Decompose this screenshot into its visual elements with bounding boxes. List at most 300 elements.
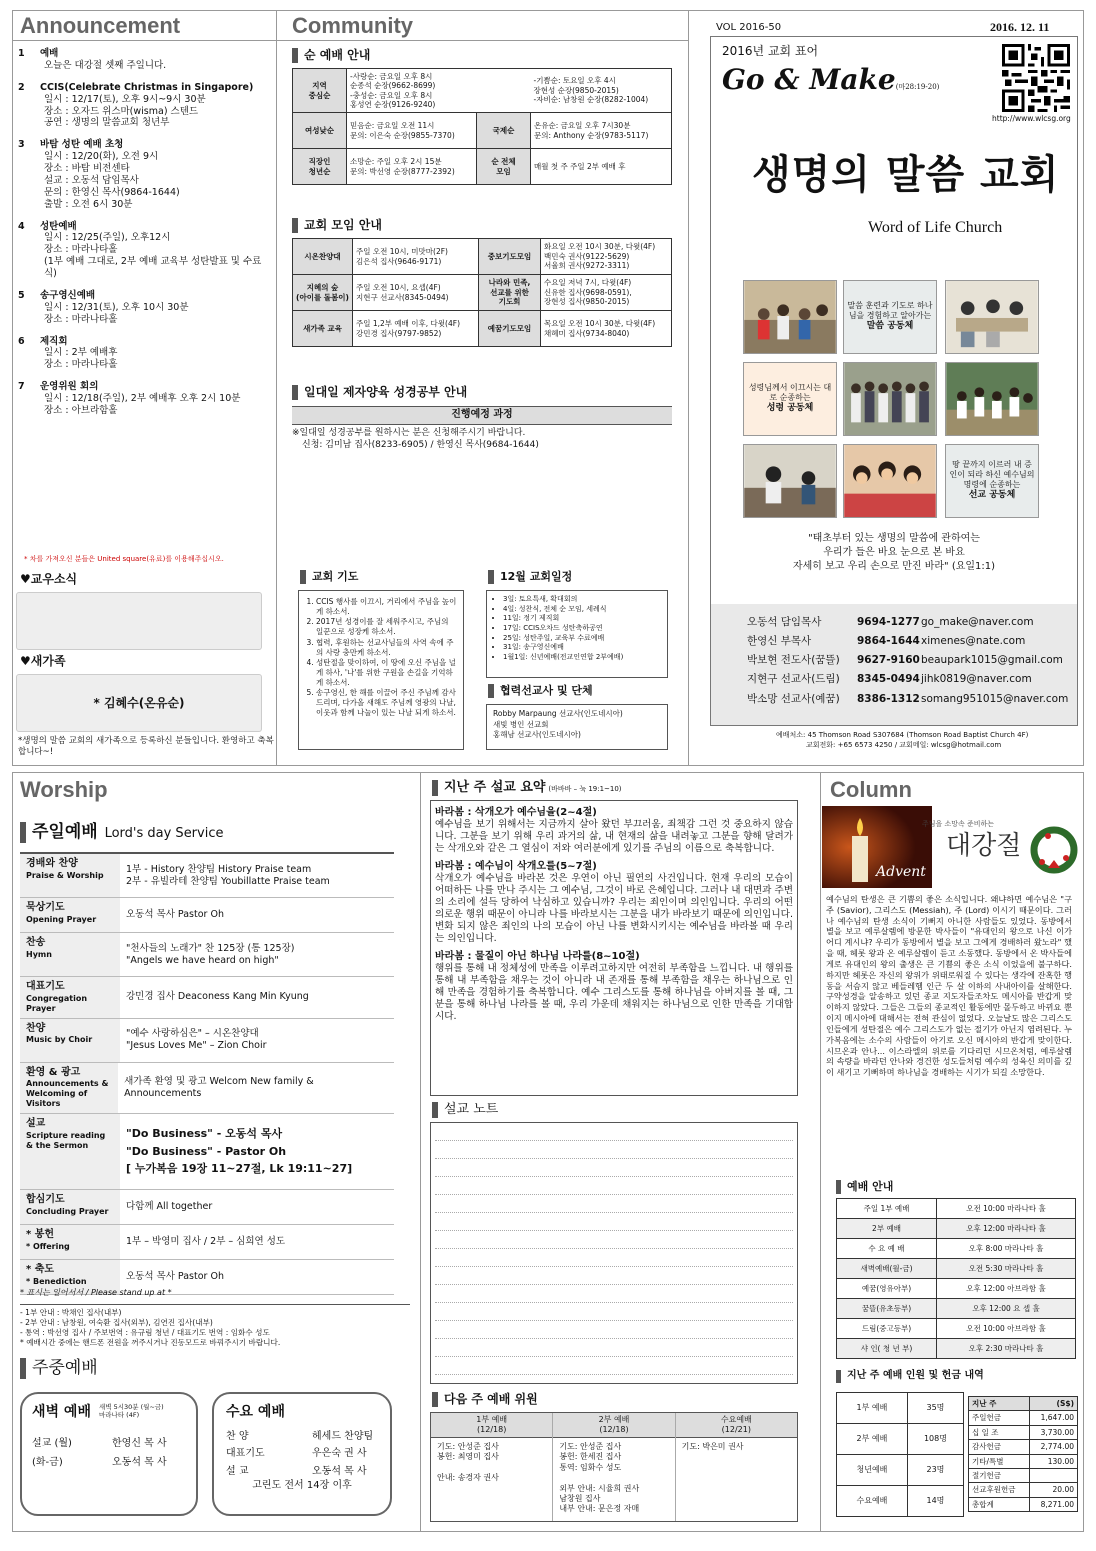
cap2-title: 성령 공동체 [766,403,814,414]
announce-line: 일시 : 12/25(주일), 오후12시 [44,232,171,244]
att-row [837,1393,964,1424]
worship-label [20,1225,120,1259]
announce-body [40,139,270,210]
next-box [430,1412,798,1522]
worship-row [20,1225,394,1260]
note-line [435,1213,793,1231]
worship-label-en: Congregation Prayer [26,993,88,1013]
offer-type: 주일헌금 [969,1411,1030,1425]
offer-head-row [969,1397,1078,1411]
soon-label2: 순 전체 모임 [477,149,531,185]
note-line [435,1123,793,1141]
offer-type: 기타/특별 [969,1454,1030,1468]
announce-item [18,82,270,130]
offer-row [969,1468,1078,1482]
worship-label-kr: 경배와 찬양 [26,858,78,869]
newfam-box [16,674,262,732]
svc-name: 2부 예배 [837,1219,937,1239]
dawn-person: 한영신 목 사 [112,1437,167,1449]
mission-title: 협력선교사 및 단체 [488,684,593,698]
mission-item: 홍해남 선교사(인도네시아) [493,730,581,739]
svc-row [837,1279,1076,1299]
contact-email[interactable]: go_make@naver.com [921,616,1034,628]
att-row [837,1424,964,1455]
att-count: 108명 [907,1424,963,1455]
meet-info: 주일 오전 10시, 미맛마(2F) 김은석 집사(9646-9171) [353,239,479,275]
heart-icon: ♥ [20,654,31,668]
svc-time: 오후 2:30 마라나타 홀 [937,1339,1076,1359]
wed-row [226,1428,378,1446]
sunday-title-en: Lord's day Service [104,826,224,841]
announce-item [18,381,270,417]
banner-sub: 주님을 소망속 준비하는 [922,820,995,828]
contact-phone: 9694-1277 [857,616,920,628]
column-title: Column [830,777,912,802]
svc-row [837,1199,1076,1219]
note-line [435,1231,793,1249]
cover-verse [716,532,1072,574]
weekday-heading: 주중예배 [20,1358,98,1379]
next-heading: 다음 주 예배 위원 [432,1392,538,1407]
meet-label2: 예꿈기도모임 [479,311,541,347]
schedule-item: • 4일: 성찬식, 전체 순 모임, 세례식 [503,605,661,615]
announce-number: 7 [18,381,25,393]
soon-row [293,69,672,113]
announce-body [40,221,270,280]
svc-name: 드림(중고등부) [837,1319,937,1339]
offer-row [969,1454,1078,1468]
meet-row [293,275,672,311]
announce-line: 장소 : 바탐 비전센타 [44,163,130,174]
worship-label [20,1019,120,1062]
worship-label-en: Opening Prayer [26,914,97,924]
cap3-text: 땅 끝까지 이르러 내 증인이 되라 하신 예수님의 명령에 순종하는 [949,460,1035,490]
offer-amount: 2,774.00 [1029,1440,1077,1454]
contact-phone: 9627-9160 [857,654,920,667]
offer-table [968,1396,1078,1512]
sermon-point-text: 삭개오가 예수님을 바라본 것은 우연이 아닌 필연의 사건입니다. 현재 우리의 모습이 어떠하든 나를 만나 주시는 그 예수님, 그것이 바로 은혜입니다. 그러나 내 대면과 주변의 소리에 설득 당하여 낙심하고 있습니까? 우리는 죄인이며 의인입니다. 우리의 어떤 의로운 행위 때문이 아니라 나를 바라보시는 그분을 내가 바라보기 때문에 의인입니다. 변화 되지 않은 죄인의 나의 모습이 아닌 나를 변화시키시는 예수님을 바라볼 때 우리는 의인입니다. [435,873,793,944]
contact-email[interactable]: ximenes@nate.com [921,635,1026,648]
worship-value: 오동석 목사 Pastor Oh [126,1271,224,1283]
soon-label2: 국제순 [477,113,531,149]
wed-title: 수요 예배 [226,1404,285,1420]
worship-row [20,1019,394,1063]
worship-row [20,898,394,933]
newfam-title: 새가족 [30,654,66,668]
sermon-point-title: 바라봄 : 예수님이 삭개오를(5~7절) [435,861,597,873]
verse-line2: 우리가 들은 바요 눈으로 본 바요 [823,547,965,558]
dawn-rows [32,1434,186,1472]
announce-body [40,290,270,326]
photo-group [843,362,937,436]
schedule-item: • 17일: CCIS오차드 성탄축하공연 [503,624,661,634]
announce-line: 일시 : 12/20(화), 오전 9시 [44,151,159,163]
announce-body [40,82,270,130]
schedule-item: • 11일: 정기 제직회 [503,614,661,624]
worship-label-kr: * 봉헌 [26,1229,55,1240]
svc-row [837,1319,1076,1339]
note-line [435,1339,793,1357]
announce-number: 5 [18,289,25,301]
guide-line: - 1부 안내 : 박채인 집사(내부) [20,1308,122,1317]
meet-label: 지혜의 숲 (아이를 돌봄이) [293,275,353,311]
committee-header: 2부 예배 (12/18) [553,1413,674,1438]
meet-info2: 목요일 오전 10시 30분, 다윗(4F) 채혜미 집사(9734-8040) [541,311,672,347]
address: 예배처소: 45 Thomson Road S307684 (Thomson Road Baptist Church 4F) [776,731,1029,739]
offer-head-label: 지난 주 [969,1397,1030,1411]
meet-info2: 수요일 저녁 7시, 다윗(4F) 신유한 집사(9698-0591), 장현성 집사(9850-2015) [541,275,672,311]
committee-column [676,1413,797,1521]
announce-line: 장소 : 마라나타홀 [44,359,118,371]
contact-name: 한영신 부목사 [747,635,812,648]
worship-label-kr: 찬송 [26,937,46,948]
photo-children [945,362,1039,436]
wed-box [212,1392,392,1516]
offer-amount: 130.00 [1029,1454,1077,1468]
note-line [435,1285,793,1303]
worship-label-kr: 설교 [26,1118,46,1129]
soon-right: -기쁨순: 토요일 오후 4시 장현성 순장(9850-2015) -자비순: 남창원 순장(8282-1004) [531,69,672,113]
offer-amount: 8,271.00 [1029,1497,1077,1511]
worship-title: Worship [20,777,108,802]
offer-type: 감사헌금 [969,1440,1030,1454]
worship-label-kr: 찬양 [26,1022,46,1034]
announce-line: 장소 : 마라나타홀 [44,244,118,256]
worship-value: "천사들의 노래가" 찬 125장 (통 125장) "Angels we have heard on high" [126,942,295,966]
contact-row [747,693,1077,706]
offer-row [969,1411,1078,1425]
svc-row [837,1259,1076,1279]
meet-label: 시온찬양대 [293,239,353,275]
sermon-point-text: 행위를 통해 내 정체성에 만족을 이루려고하지만 여전히 부족함을 느낍니다. 내 행위를 통해 내 부족함을 채우는 것이 아니라 내 존재를 통해 부족함을 채우는 하나님으로 인해 만족을 경험하기를 축복합니다. 예수 그리스도를 통해 하나님을 아버지를 볼 때, 그 분을 통해 하나님 나라를 볼 때, 우리 가운데 채워지는 하나님으로 인한 만족을 기대합시다. [435,963,793,1022]
announce-heading: 송구영신예배 [40,289,96,301]
worship-label-en: Announcements & Welcoming of Visitors [26,1079,109,1108]
dec-list [493,595,661,663]
worship-label-en: Praise & Worship [26,870,104,880]
sermon-heading [432,780,622,796]
contact-row [747,635,1077,648]
cap1-title: 말씀 공동체 [866,321,914,332]
announce-item [18,336,270,372]
verse-line3: 자세히 보고 우리 손으로 만진 바라" (요일1:1) [792,561,996,572]
wed-row [226,1463,378,1481]
announce-line: 설교 : 오동석 담임목사 [44,174,139,186]
cap1-text: 말씀 훈련과 기도로 하나님을 경험하고 알아가는 [847,301,933,321]
motto-label: 2016년 교회 표어 [722,44,819,58]
worship-label-en: * Offering [26,1241,70,1251]
dawn-row [32,1453,186,1472]
worship-label [20,1190,120,1224]
soon-row [293,149,672,185]
announce-line: 장소 : 아브라함홀 [44,404,118,416]
motto-ref: (마28:19-20) [895,83,940,91]
worship-label-kr: 합심기도 [26,1194,65,1205]
dec-title: 12월 교회일정 [488,570,572,584]
note-line [435,1249,793,1267]
att-service: 1부 예배 [837,1393,908,1424]
worship-label-en: Concluding Prayer [26,1206,109,1216]
schedule-item: • 1월1일: 신년예배(전교인연합 2부예배) [503,653,661,663]
note-line [435,1177,793,1195]
contacts-box [711,604,1077,725]
community-title: Community [292,13,413,38]
worship-label-kr: * 축도 [26,1264,55,1275]
worship-label [20,933,120,976]
att-service: 수요예배 [837,1486,908,1517]
dawn-time: 새벽 5시30분 (월~금) 마라나타 (4F) [98,1403,164,1419]
guide-line: - 통역 : 박선영 집사 / 주보번역 : 유규림 청년 / 대표기도 번역 : 임화수 성도 [20,1327,270,1337]
wed-role: 설 교 [226,1465,249,1477]
announce-line: 문의 : 한영신 목사(9864-1644) [44,186,180,198]
announce-line: 오늘은 대강절 셋째 주일니다. [44,59,167,71]
svc-row [837,1299,1076,1319]
verse-line1: "태초부터 있는 생명의 말씀에 관하여는 [808,533,980,544]
svc-name: 새벽예배(월-금) [837,1259,937,1279]
announce-item [18,48,270,72]
contact-phone: 8345-0494 [857,673,920,686]
website-url[interactable]: http://www.wlcsg.org [992,114,1071,123]
study-sub: 진행예정 과정 [292,406,672,425]
worship-label-kr: 환영 & 광고 [26,1066,81,1078]
worship-row [20,933,394,977]
mission-box [486,704,668,750]
soon-label: 지역 중심순 [293,69,347,113]
meet-label: 새가족 교육 [293,311,353,347]
offer-head-unit: (S$) [1029,1397,1077,1411]
photo-classroom [743,444,837,518]
svc-time: 오전 10:00 아브라함 홀 [937,1319,1076,1339]
svc-row [837,1339,1076,1359]
dawn-role: (화-금) [32,1456,63,1468]
contact-row [747,673,1077,686]
worship-label [20,1114,120,1189]
announce-line: 일시 : 2부 예배후 [44,347,118,359]
wed-text: 고린도 전서 14장 이후 [252,1480,352,1491]
att-service: 2부 예배 [837,1424,908,1455]
svc-row [837,1219,1076,1239]
worship-label [20,854,120,897]
soon-right: 온유순: 금요일 오후 7시30분 문의: Anthony 순장(9783-5117) [531,113,672,149]
mission-item: Robby Marpaung 선교사(인도네시아) [493,709,623,718]
guide-lines [20,1304,410,1347]
worship-label [20,898,120,932]
soon-left: 믿음순: 금요일 오전 11시 문의: 이은숙 순장(9855-7370) [347,113,477,149]
notes-box[interactable] [430,1122,798,1384]
sermon-box [430,800,798,1096]
worship-label-en: * Benediction [26,1276,87,1286]
offer-type: 선교후원헌금 [969,1483,1030,1497]
announce-number: 2 [18,81,25,93]
soon-title: 순 예배 안내 [292,48,370,63]
sermon-point-title: 바라봄 : 물질이 아닌 하나님 나라를(8~10절) [435,950,640,962]
qr-code-icon [1002,44,1070,112]
announce-heading: 제직회 [40,335,68,347]
banner-en: Advent [876,864,926,880]
announce-number: 6 [18,335,25,347]
svc-time: 오후 12:00 마라나타 홀 [937,1219,1076,1239]
offer-amount [1029,1468,1077,1482]
offer-type: 십 일 조 [969,1425,1030,1439]
meet-info2: 화요일 오전 10시 30분, 다윗(4F) 백민숙 권사(9122-5629) 서율희 권사(9272-3311) [541,239,672,275]
announce-line: 일시 : 12/17(토), 오후 9시~9시 30분 [44,93,206,105]
meet-title: 교회 모임 안내 [292,218,382,233]
study-note: ※일대일 성경공부를 원하시는 분은 신청해주시기 바랍니다. [292,428,526,438]
worship-label-kr: 대표기도 [26,981,65,992]
sermon-point-text: 예수님을 보기 위해서는 지금까지 살아 왔던 부끄러움, 죄책감 그런 것 중요하지 않습니다. 그분을 보기 위해 우리 과거의 삶, 내 현재의 삶을 내려놓고 그분을 향해 달려가는 삭개오와 같은 그 열심이 저와 여러분에게 있기를 주님의 이름으로 축복합니다. [435,819,793,855]
note-line [435,1357,793,1375]
announce-heading: 예배 [40,48,59,59]
offer-row [969,1497,1078,1511]
wed-rows [226,1428,378,1481]
announce-number: 3 [18,139,25,151]
guide-line: - 2부 안내 : 남창원, 여숙환 집사(외부), 김연진 집사(내부) [20,1317,213,1327]
photo-gathering [743,280,837,354]
committee-header: 수요예배 (12/21) [676,1413,797,1438]
offer-row [969,1483,1078,1497]
att-count: 23명 [907,1455,963,1486]
contact-name: 박소망 선교사(예꿈) [747,692,840,705]
announce-item [18,221,270,280]
note-line [435,1267,793,1285]
svc-row [837,1239,1076,1259]
dec-box [486,590,668,678]
news-heading [20,572,77,587]
vol-label: VOL 2016-50 [716,22,782,33]
sunday-heading [20,822,223,843]
contact-name: 오동석 담임목사 [747,616,822,628]
contact-name: 지현구 선교사(드림) [747,673,840,686]
advent-banner [822,806,1080,888]
svc-name: 주일 1부 예배 [837,1199,937,1219]
worship-value: 1부 - History 찬양팀 History Praise team 2부 - 유빌라테 찬양팀 Youbillatte Praise team [126,863,330,887]
announce-heading: CCIS(Celebrate Christmas in Singapore) [40,81,254,93]
wed-person: 우은숙 권 사 [312,1448,367,1459]
worship-row [20,977,394,1019]
announce-body [40,336,270,372]
worship-value: 새가족 환영 및 광고 Welcom New family & Announcements [124,1075,314,1099]
prayer-item: 1. CCIS 행사를 이끄시, 거리에서 주님을 높이게 하소서. [316,597,458,617]
dawn-title: 새벽 예배 [32,1404,91,1420]
contact-name: 박보현 전도사(꿈뜰) [747,654,840,667]
soon-label: 직장인 청년순 [293,149,347,185]
soon-row [293,113,672,149]
motto-text: Go & Make [722,63,896,96]
offer-amount: 1,647.00 [1029,1411,1077,1425]
committee-body: 기도: 안성준 집사 봉헌: 최영미 집사 안내: 송경자 권사 [437,1442,499,1483]
photo-kids [843,444,937,518]
study-contact: 신청: 김미남 집사(8233-6905) / 한영신 목사(9684-1644) [302,440,539,450]
contact-row [747,654,1077,667]
offer-amount: 20.00 [1029,1483,1077,1497]
worship-row [20,1114,394,1190]
caption-spirit-community [743,362,837,436]
news-title: 교우소식 [30,572,78,586]
meet-row [293,311,672,347]
caption-word-community [843,280,937,354]
contact-email[interactable]: somang951015@naver.com [921,692,1069,705]
contact-phone: 8386-1312 [857,692,920,705]
att-count: 35명 [907,1393,963,1424]
guide-line: * 예배시간 중에는 핸드폰 전원을 꺼주시거나 진동모드로 바꿔주시기 바랍니다. [20,1337,281,1347]
cap3-title: 선교 공동체 [968,490,1016,501]
meet-label2: 중보기도모임 [479,239,541,275]
issue-date: 2016. 12. 11 [990,20,1050,34]
stand-note: * 표시는 일어서서 / Please stand up at * [20,1288,172,1297]
announce-line: 공연 : 생명의 말씀교회 청년부 [44,117,170,129]
worship-row [20,1063,394,1115]
meet-info: 주일 1,2부 예배 이후, 다윗(4F) 강민경 집사(9797-9852) [353,311,479,347]
note-line [435,1141,793,1159]
announcement-list [18,48,270,427]
banner-title: 대강절 [946,831,1022,861]
att-count: 14명 [907,1486,963,1517]
prayer-item: 5. 송구영신, 한 해를 이끌어 주신 주님께 감사 드리며, 다가올 새해도 주님께 영광의 나날, 이웃과 함께 나눌이 있는 나날 되게 하소서. [316,688,458,718]
notes-heading: 설교 노트 [432,1102,498,1118]
church-phone: 교회전화: +65 6573 4250 / 교회메일: wlcsg@hotmail.com [806,741,1002,749]
announce-heading: 운영위원 회의 [40,381,99,393]
worship-label-en: Hymn [26,949,52,959]
committee-body: 기도: 안성준 집사 봉헌: 한세진 집사 통역: 임화수 성도 외부 안내: 시율희 권사 남창원 집사 내부 안내: 문은정 자매 [559,1442,640,1514]
meet-row [293,239,672,275]
note-line [435,1159,793,1177]
svc-time: 오전 10:00 마라나타 홀 [937,1199,1076,1219]
committee-column [431,1413,553,1521]
soon-label: 여성낮순 [293,113,347,149]
announce-number: 4 [18,220,25,232]
worship-value: 강민경 집사 Deaconess Kang Min Kyung [126,991,309,1003]
att-service: 청년예배 [837,1455,908,1486]
announce-item [18,139,270,210]
att-row [837,1455,964,1486]
church-name-en: Word of Life Church [868,219,1003,236]
prayer-item: 3. 협력, 후원하는 선교사님들의 사역 속에 주의 사랑 충만케 하소서. [316,638,458,658]
contact-row [747,616,1077,629]
announce-item [18,290,270,326]
announce-heading: 성탄예배 [40,220,77,232]
sermon-ref: (바바바 – 눅 19:1~10) [548,785,622,793]
schedule-item: • 31일: 송구영신예배 [503,643,661,653]
offer-amount: 3,730.00 [1029,1425,1077,1439]
announce-line: 장소 : 오자드 위스마(wisma) 스텐드 [44,105,199,117]
announce-line: 일시 : 12/31(토), 오후 10시 30분 [44,301,189,313]
contact-email[interactable]: jihk0819@naver.com [921,673,1032,686]
note-line [435,1303,793,1321]
contact-phone: 9864-1644 [857,635,920,648]
newfam-heading [20,654,66,669]
contact-email[interactable]: beaupark1015@gmail.com [921,654,1063,667]
meet-info: 주일 오전 10시, 요셉(4F) 지현구 선교사(8345-0494) [353,275,479,311]
worship-label-en: Music by Choir [26,1035,93,1044]
dawn-person: 오동석 목 사 [112,1456,167,1468]
soon-right: 매월 첫 주 주일 2부 예배 후 [531,149,672,185]
mission-item: 새빛 병인 선교회 [493,719,549,729]
heart-icon: ♥ [20,572,31,586]
worship-value: "Do Business" - 오동석 목사 "Do Business" - Pastor Oh [ 누가복음 19장 11~27절, Lk 19:11~27] [126,1127,353,1176]
worship-label [20,977,120,1018]
announce-line: (1부 예배 그대로, 2부 예배 교육부 성탄발표 및 수료식) [44,256,262,279]
photo-study [945,280,1039,354]
wed-person: 헤세드 찬양팀 [312,1430,374,1442]
schedule-item: • 3일: 토요특새, 확대회의 [503,595,661,605]
svc-table [836,1198,1076,1359]
worship-row [20,1190,394,1225]
sunday-order [20,852,394,1295]
sermon-title: 지난 주 설교 요약 [444,780,546,795]
column-body: 예수님의 탄생은 큰 기쁨의 좋은 소식입니다. 왜냐하면 예수님은 "구주 (Savior), 그리스도 (Messiah), 주 (Lord) 이시기 때문이다. 그러나 예수님의 탄생 소식이 기뻐지 아니한 사람들도 있었다. 동방에서 별을 보고 예루살렘에 방문한 박사들이 "유대인의 왕으로 나신 이가 어디 계시냐? 우리가 동방에서 별을 보고 그에게 경배하러 왔노라" 했을 때, 헤롯 왕과 온 예루살렘이 듣고 소동했다. 동방에서 온 박사들에게로 유대인의 왕의 출생은 큰 기쁨의 좋은 소식 이었을에 불구하다. 하지만 헤롯은 자신의 왕위가 위태로워질 수 있다는 생각에 잔혹한 행동을 서슴지 않고 베들레헴 인근 두 살 이하의 사내아이를 살해한다. 구약성경을 알송하고 있던 종교 지도자들조차도 메시아를 반갑게 맞이하지 않았다. 그들은 그들의 종교적인 활동에만 몰두하고 바뀌요 뿐이지 메시아에 대해서는 전혀 관심이 없었다. 오늘날도 많은 그리스도인들에게 성탄절은 예수 그리스도가 없는 절기가 아닌지 염려된다. 누가복음에는 소수의 사람들이 아기로 오신 메시아의 반갑게 맞이한다. 시므온과 안나... 이스라엘의 위로를 기다리던 시므온처럼, 예루살렘의 속량을 바라던 안나와 경건한 성도들처럼 예수의 성육신 의미를 깊이 새기고 기뻐하며 하나님을 경배하는 시기가 되길 소망한다. [826,894,1072,1078]
prayer-item: 4. 성탄절을 맞이하여, 이 땅에 오신 주님을 널게 하사, '나'를 위한 구원을 손길을 기억하게 하소서. [316,658,458,688]
dawn-row [32,1434,186,1453]
dawn-box [20,1392,198,1516]
